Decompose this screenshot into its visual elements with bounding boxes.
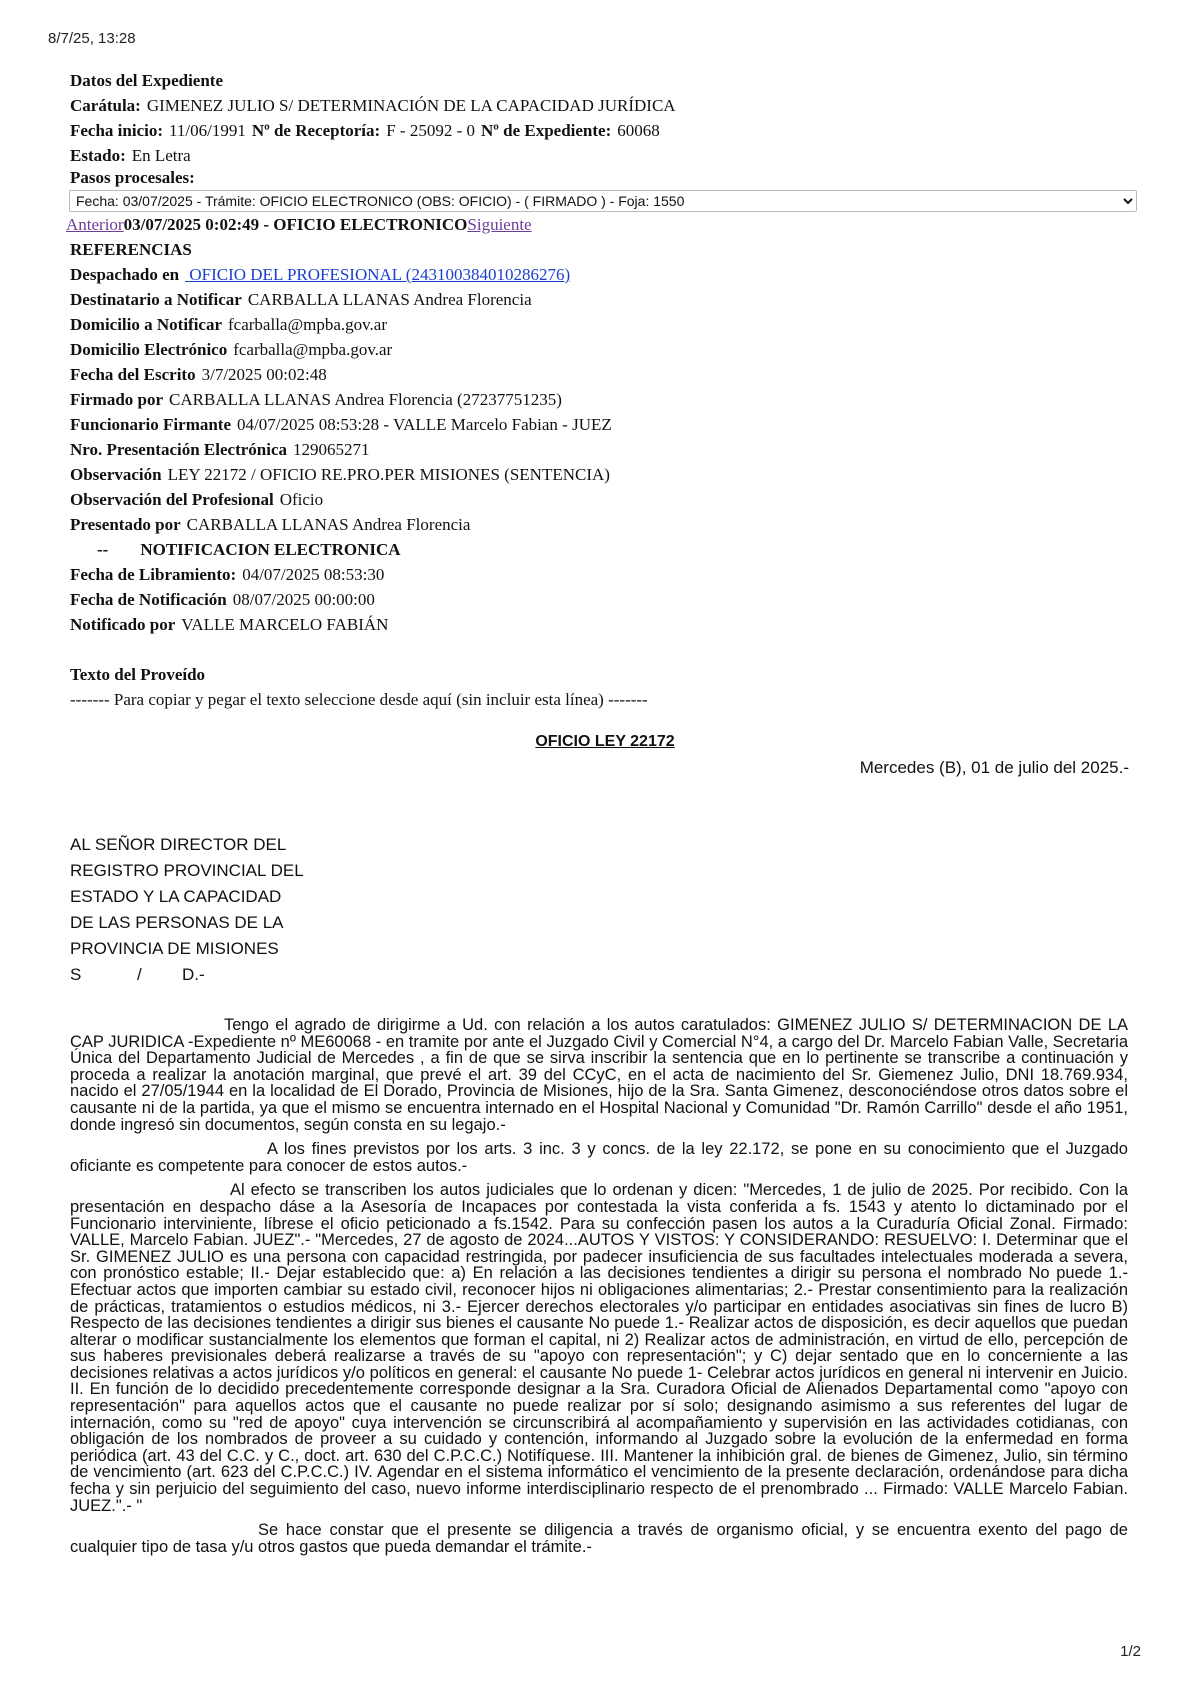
- presentado-row: Presentado por CARBALLA LLANAS Andrea Florencia: [70, 515, 471, 534]
- oficio-body: [70, 1017, 1128, 1563]
- expediente-section-title: Datos del Expediente: [70, 71, 223, 90]
- paragraph: Tengo el agrado de dirigirme a Ud. con relación a los autos caratulados: GIMENEZ JULIO S/ DETERMINACION DE LA CAP JURIDICA -Expediente nº ME60068 - en tramite por ante el Juzgado Civil y Comercial N°4, a cargo del Dr. Marcelo Fabian Valle, Secretaria Única del Departamento Judicial de Mercedes , a fin de que se sirva inscribir la sentencia que en lo pertinente se transcribe a continuación y proceda a realizar la anotación marginal, que prevé el art. 39 del CCyC, en el acta de nacimiento del Sr. Giemenez Julio, DNI 18.769.934, nacido el 27/05/1944 en la localidad de El Dorado, Provincia de Misiones, hijo de la Sra. Santa Gimenez, desconociéndose otros datos sobre el causante ni de la partida, ya que el mismo se encuentra internado en el Hospital Nacional y Comunidad "Dr. Ramón Carrillo" desde el año 1951, donde ingresó sin documentos, según consta en su legajo.-: [70, 1016, 1128, 1134]
- referencias-title: REFERENCIAS: [70, 240, 192, 259]
- destinatario-row: Destinatario a Notificar CARBALLA LLANAS Andrea Florencia: [70, 290, 532, 309]
- despachado-link[interactable]: OFICIO DEL PROFESIONAL (243100384010286276): [189, 265, 571, 284]
- estado-row: Estado: En Letra: [70, 146, 191, 165]
- libramiento-row: Fecha de Libramiento: 04/07/2025 08:53:30: [70, 565, 385, 584]
- page-number: 1/2: [1120, 1643, 1141, 1660]
- print-timestamp: 8/7/25, 13:28: [48, 30, 136, 47]
- expediente-panel: [66, 68, 1130, 712]
- addressee-line: DE LAS PERSONAS DE LA: [70, 913, 284, 932]
- oficio-title: OFICIO LEY 22172: [535, 733, 675, 750]
- fecha-escrito-row: Fecha del Escrito 3/7/2025 00:02:48: [70, 365, 327, 384]
- sd-line: S / D.-: [70, 965, 205, 984]
- notificacion-row: Fecha de Notificación 08/07/2025 00:00:00: [70, 590, 375, 609]
- domicilio-electronico-row: Domicilio Electrónico fcarballa@mpba.gov.ar: [70, 340, 393, 359]
- next-step-link[interactable]: Siguiente: [467, 215, 532, 234]
- addressee-line: PROVINCIA DE MISIONES: [70, 939, 279, 958]
- observacion-row: Observación LEY 22172 / OFICIO RE.PRO.PER MISIONES (SENTENCIA): [70, 465, 610, 484]
- addressee-block: [70, 832, 304, 988]
- current-step-title: 03/07/2025 0:02:49 - OFICIO ELECTRONICO: [123, 215, 468, 234]
- place-date: Mercedes (B), 01 de julio del 2025.-: [859, 758, 1129, 777]
- pasos-procesales-select[interactable]: [69, 190, 1137, 212]
- domicilio-row: Domicilio a Notificar fcarballa@mpba.gov.ar: [70, 315, 387, 334]
- pasos-label: Pasos procesales:: [70, 168, 195, 187]
- notificado-row: Notificado por VALLE MARCELO FABIÁN: [70, 615, 389, 634]
- despachado-row: Despachado en OFICIO DEL PROFESIONAL (243100384010286276): [70, 265, 571, 284]
- step-navigation: [66, 212, 1130, 237]
- proveido-title: Texto del Proveído: [70, 665, 206, 684]
- addressee-line: REGISTRO PROVINCIAL DEL: [70, 861, 304, 880]
- nro-presentacion-row: Nro. Presentación Electrónica 129065271: [70, 440, 370, 459]
- firmado-row: Firmado por CARBALLA LLANAS Andrea Florencia (27237751235): [70, 390, 562, 409]
- prev-step-link[interactable]: Anterior: [66, 215, 124, 234]
- paragraph: A los fines previstos por los arts. 3 inc. 3 y concs. de la ley 22.172, se pone en su conocimiento que el Juzgado oficiante es competente para conocer de estos autos.-: [70, 1140, 1128, 1175]
- funcionario-row: Funcionario Firmante 04/07/2025 08:53:28 - VALLE Marcelo Fabian - JUEZ: [70, 415, 612, 434]
- paragraph: Se hace constar que el presente se diligencia a través de organismo oficial, y se encuentra exento del pago de cualquier tipo de tasa y/u otros gastos que pueda demandar el trámite.-: [70, 1521, 1128, 1556]
- notificacion-title: -- NOTIFICACION ELECTRONICA: [97, 540, 401, 559]
- addressee-line: ESTADO Y LA CAPACIDAD: [70, 887, 282, 906]
- fecha-inicio-row: Fecha inicio: 11/06/1991 Nº de Receptoría: F - 25092 - 0 Nº de Expediente: 60068: [70, 121, 660, 140]
- addressee-line: AL SEÑOR DIRECTOR DEL: [70, 835, 287, 854]
- obs-profesional-row: Observación del Profesional Oficio: [70, 490, 324, 509]
- copy-hint: ------- Para copiar y pegar el texto seleccione desde aquí (sin incluir esta línea) -------: [70, 690, 648, 709]
- caratula-row: Carátula: GIMENEZ JULIO S/ DETERMINACIÓN DE LA CAPACIDAD JURÍDICA: [70, 96, 676, 115]
- paragraph: Al efecto se transcriben los autos judiciales que lo ordenan y dicen: "Mercedes, 1 de julio de 2025. Por recibido. Con la presentación en despacho dáse a la Asesoría de Incapaces por contestada la vista conferida a fs. 1543 y atento lo dictaminado por el Funcionario interviniente, líbrese el oficio peticionado a fs.1542. Para su confección pasen los autos a la Curaduría Oficial Zonal. Firmado: VALLE, Marcelo Fabian. JUEZ".- "Mercedes, 27 de agosto de 2024...AUTOS Y VISTOS: Y CONSIDERANDO: RESUELVO: I. Determinar que el Sr. GIMENEZ JULIO es una persona con capacidad restringida, por padecer insuficiencia de sus facultades intelectuales moderada a severa, con pronóstico estable; II.- Dejar establecido que: a) En relación a las decisiones tendientes a dirigir su persona el nombrado No puede 1.- Efectuar actos que importen cambiar su estado civil, reconocer hijos ni obligaciones alimentarias; 2.- Prestar consentimiento para la realización de prácticas, tratamientos o estudios médicos, ni 3.- Ejercer derechos electorales y/o participar en entidades asociativas sin fines de lucro B) Respecto de las decisiones tendientes a dirigir sus bienes el causante No puede 1.- Realizar actos de disposición, es decir aquellos que puedan alterar o modificar sustancialmente los elementos que forman el capital, ni 2) Realizar actos de administración, en virtud de ello, percepción de sus haberes previsionales deberá realizarse a través de su "apoyo con representación"; y C) dejar sentado que en lo concerniente a las decisiones relativas a actos jurídicos y/o políticos en general: el causante No puede 1- Celebrar actos jurídicos en general ni intervenir en Juicio. II. En función de lo decidido precedentemente corresponde designar a la Sra. Curadora Oficial de Alienados Departamental como "apoyo con representación" para aquellos actos que el causante no puede realizar por sí solo; designando asimismo a sus referentes del lugar de internación, como su "red de apoyo" cuya intervención se circunscribirá al acompañamiento y supervisión en las actividades cotidianas, con obligación de los nombrados de proveer a su cuidado y contención, informando al Juzgado sobre la evolución de la enfermedad en forma periódica (art. 43 del C.C. y C., doct. art. 630 del C.P.C.C.) Notifíquese. III. Mantener la inhibición gral. de bienes de Gimenez, Julio, sin término de vencimiento (art. 623 del C.P.C.C.) IV. Agendar en el sistema informático el vencimiento de la presente declaración, ordenándose para dicha fecha y sin perjuicio del seguimiento del caso, nuevo informe interdisciplinario respecto de el prenombrado ... Firmado: VALLE Marcelo Fabian. JUEZ.".- ": [70, 1181, 1128, 1515]
